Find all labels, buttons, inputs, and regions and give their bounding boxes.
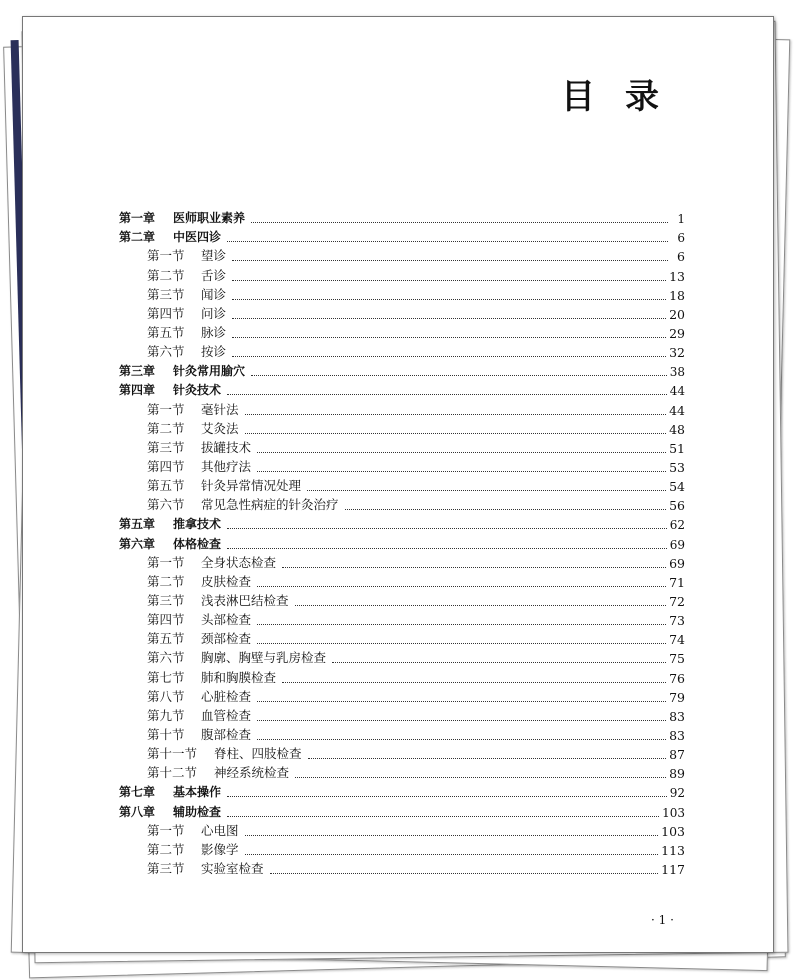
toc-entry-title: 按诊 [201, 344, 227, 360]
leader-dots [270, 863, 659, 874]
toc-entry-title: 问诊 [201, 305, 227, 321]
toc-entry-title: 毫针法 [201, 401, 239, 417]
toc-entry-number: 第七节 [147, 669, 185, 685]
toc-entry-title: 闻诊 [201, 286, 227, 302]
toc-entry-page: 72 [669, 593, 685, 609]
page-title: 目录 [561, 77, 689, 117]
leader-dots [257, 729, 666, 740]
toc-entry-page: 117 [661, 861, 685, 877]
toc-entry-page: 51 [669, 440, 685, 456]
toc-section-entry[interactable] [119, 858, 685, 877]
toc-section-entry[interactable] [119, 724, 685, 743]
leader-dots [257, 710, 666, 721]
toc-entry-number: 第四节 [147, 305, 185, 321]
toc-entry-title: 推拿技术 [173, 517, 222, 532]
toc-chapter-entry[interactable] [119, 513, 685, 532]
toc-entry-number: 第三章 [119, 364, 156, 379]
toc-entry-number: 第三节 [147, 439, 185, 455]
toc-entry-title: 拔罐技术 [201, 439, 252, 455]
toc-entry-number: 第五章 [119, 517, 156, 532]
toc-entry-title: 常见急性病症的针灸治疗 [201, 497, 339, 513]
toc-entry-title: 针灸异常情况处理 [201, 478, 302, 494]
toc-chapter-entry[interactable] [119, 532, 685, 551]
toc-entry-title: 医师职业素养 [173, 211, 246, 226]
toc-section-entry[interactable] [119, 590, 685, 609]
toc-entry-page: 76 [669, 670, 685, 686]
leader-dots [227, 518, 667, 529]
leader-dots [232, 289, 666, 300]
leader-dots [232, 250, 668, 261]
toc-section-entry[interactable] [119, 666, 685, 685]
toc-entry-title: 辅助检查 [173, 804, 222, 819]
toc-entry-title: 心脏检查 [201, 688, 252, 704]
toc-entry-title: 艾灸法 [201, 420, 239, 436]
toc-entry-number: 第十一节 [147, 746, 198, 762]
toc-entry-page: 54 [669, 479, 685, 495]
toc-entry-number: 第二节 [147, 841, 185, 857]
toc-section-entry[interactable] [119, 762, 685, 781]
toc-entry-page: 44 [669, 384, 685, 399]
toc-section-entry[interactable] [119, 437, 685, 456]
toc-entry-title: 胸廓、胸壁与乳房检查 [201, 650, 327, 666]
toc-section-entry[interactable] [119, 245, 685, 264]
toc-entry-page: 38 [669, 365, 685, 380]
toc-entry-number: 第二章 [119, 230, 156, 245]
leader-dots [295, 595, 667, 606]
toc-entry-title: 中医四诊 [173, 230, 222, 245]
table-of-contents [119, 207, 685, 877]
toc-section-entry[interactable] [119, 475, 685, 494]
toc-section-entry[interactable] [119, 571, 685, 590]
toc-entry-page: 1 [677, 212, 685, 227]
toc-section-entry[interactable] [119, 494, 685, 513]
leader-dots [227, 384, 667, 395]
toc-chapter-entry[interactable] [119, 781, 685, 800]
toc-entry-title: 舌诊 [201, 267, 227, 283]
toc-section-entry[interactable] [119, 552, 685, 571]
toc-entry-title: 体格检查 [173, 536, 222, 551]
toc-entry-title: 皮肤检查 [201, 573, 252, 589]
toc-section-entry[interactable] [119, 705, 685, 724]
toc-entry-page: 83 [669, 708, 685, 724]
leader-dots [308, 748, 667, 759]
toc-entry-page: 87 [669, 747, 685, 763]
page-number: · 1 · [651, 913, 674, 927]
toc-entry-number: 第二节 [147, 267, 185, 283]
leader-dots [257, 461, 666, 472]
toc-entry-page: 89 [669, 766, 685, 782]
toc-page [22, 16, 774, 953]
toc-entry-page: 79 [669, 689, 685, 705]
toc-section-entry[interactable] [119, 398, 685, 417]
toc-entry-page: 48 [669, 421, 685, 437]
toc-entry-number: 第四节 [147, 458, 185, 474]
toc-entry-number: 第十二节 [147, 765, 198, 781]
toc-entry-page: 73 [669, 613, 685, 629]
toc-entry-page: 69 [669, 555, 685, 571]
toc-section-entry[interactable] [119, 820, 685, 839]
toc-entry-number: 第八节 [147, 688, 185, 704]
toc-entry-page: 6 [677, 231, 685, 246]
toc-entry-page: 44 [669, 402, 685, 418]
leader-dots [232, 327, 666, 338]
toc-entry-page: 62 [669, 518, 685, 533]
toc-section-entry[interactable] [119, 743, 685, 762]
toc-entry-number: 第一章 [119, 211, 156, 226]
toc-entry-page: 92 [669, 786, 685, 801]
toc-section-entry[interactable] [119, 647, 685, 666]
toc-entry-number: 第六节 [147, 344, 185, 360]
toc-entry-number: 第六节 [147, 497, 185, 513]
toc-entry-title: 浅表淋巴结检查 [201, 592, 289, 608]
toc-entry-number: 第八章 [119, 804, 156, 819]
toc-chapter-entry[interactable] [119, 800, 685, 819]
leader-dots [245, 404, 667, 415]
toc-entry-number: 第一节 [147, 554, 185, 570]
leader-dots [257, 691, 666, 702]
toc-section-entry[interactable] [119, 686, 685, 705]
leader-dots [257, 633, 666, 644]
toc-entry-page: 103 [661, 823, 685, 839]
toc-entry-number: 第一节 [147, 248, 185, 264]
toc-entry-page: 32 [669, 345, 685, 361]
leader-dots [282, 557, 666, 568]
toc-entry-title: 望诊 [201, 248, 227, 264]
leader-dots [345, 499, 667, 510]
leader-dots [257, 576, 666, 587]
toc-entry-title: 实验室检查 [201, 860, 264, 876]
toc-entry-title: 影像学 [201, 841, 239, 857]
leader-dots [232, 270, 666, 281]
toc-entry-page: 18 [669, 287, 685, 303]
toc-entry-number: 第三节 [147, 860, 185, 876]
toc-entry-page: 56 [669, 498, 685, 514]
toc-entry-page: 71 [669, 574, 685, 590]
toc-entry-number: 第三节 [147, 286, 185, 302]
leader-dots [245, 844, 659, 855]
toc-entry-number: 第四章 [119, 383, 156, 398]
toc-entry-number: 第五节 [147, 324, 185, 340]
toc-entry-title: 头部检查 [201, 612, 252, 628]
toc-entry-number: 第六节 [147, 650, 185, 666]
toc-section-entry[interactable] [119, 322, 685, 341]
toc-section-entry[interactable] [119, 284, 685, 303]
toc-entry-number: 第五节 [147, 478, 185, 494]
toc-entry-page: 13 [669, 268, 685, 284]
toc-entry-number: 第七章 [119, 785, 156, 800]
toc-section-entry[interactable] [119, 628, 685, 647]
toc-entry-title: 基本操作 [173, 785, 222, 800]
toc-chapter-entry[interactable] [119, 207, 685, 226]
toc-entry-number: 第二节 [147, 573, 185, 589]
leader-dots [282, 672, 666, 683]
toc-entry-number: 第五节 [147, 631, 185, 647]
toc-section-entry[interactable] [119, 839, 685, 858]
toc-entry-page: 83 [669, 727, 685, 743]
leader-dots [227, 231, 668, 242]
toc-entry-number: 第四节 [147, 612, 185, 628]
toc-entry-page: 74 [669, 632, 685, 648]
toc-entry-title: 脊柱、四肢检查 [214, 746, 302, 762]
leader-dots [227, 806, 659, 817]
toc-entry-title: 针灸技术 [173, 383, 222, 398]
toc-chapter-entry[interactable] [119, 226, 685, 245]
toc-entry-page: 29 [669, 325, 685, 341]
leader-dots [257, 442, 666, 453]
toc-entry-title: 神经系统检查 [214, 765, 290, 781]
toc-entry-number: 第一节 [147, 401, 185, 417]
leader-dots [245, 825, 659, 836]
toc-entry-number: 第六章 [119, 536, 156, 551]
toc-section-entry[interactable] [119, 609, 685, 628]
toc-section-entry[interactable] [119, 303, 685, 322]
leader-dots [332, 652, 666, 663]
toc-entry-number: 第九节 [147, 707, 185, 723]
toc-entry-page: 69 [669, 537, 685, 552]
leader-dots [245, 423, 667, 434]
toc-entry-title: 血管检查 [201, 707, 252, 723]
leader-dots [227, 786, 667, 797]
toc-entry-page: 75 [669, 651, 685, 667]
leader-dots [251, 212, 668, 223]
toc-entry-page: 113 [661, 842, 685, 858]
leader-dots [227, 538, 667, 549]
toc-entry-page: 53 [669, 459, 685, 475]
toc-chapter-entry[interactable] [119, 360, 685, 379]
toc-entry-number: 第十节 [147, 726, 185, 742]
toc-section-entry[interactable] [119, 418, 685, 437]
toc-entry-number: 第一节 [147, 822, 185, 838]
toc-section-entry[interactable] [119, 264, 685, 283]
toc-entry-title: 腹部检查 [201, 726, 252, 742]
toc-entry-number: 第二节 [147, 420, 185, 436]
toc-section-entry[interactable] [119, 456, 685, 475]
toc-entry-title: 肺和胸膜检查 [201, 669, 277, 685]
toc-entry-page: 103 [662, 805, 685, 820]
leader-dots [251, 365, 667, 376]
toc-chapter-entry[interactable] [119, 379, 685, 398]
toc-entry-title: 脉诊 [201, 324, 227, 340]
toc-entry-title: 心电图 [201, 822, 239, 838]
toc-entry-title: 针灸常用腧穴 [173, 364, 246, 379]
toc-entry-page: 6 [677, 249, 685, 265]
leader-dots [295, 767, 666, 778]
leader-dots [257, 614, 666, 625]
toc-entry-title: 全身状态检查 [201, 554, 277, 570]
toc-entry-number: 第三节 [147, 592, 185, 608]
leader-dots [232, 308, 666, 319]
toc-entry-page: 20 [669, 306, 685, 322]
leader-dots [307, 480, 666, 491]
toc-entry-title: 颈部检查 [201, 631, 252, 647]
toc-section-entry[interactable] [119, 341, 685, 360]
toc-entry-title: 其他疗法 [201, 458, 252, 474]
leader-dots [232, 346, 666, 357]
